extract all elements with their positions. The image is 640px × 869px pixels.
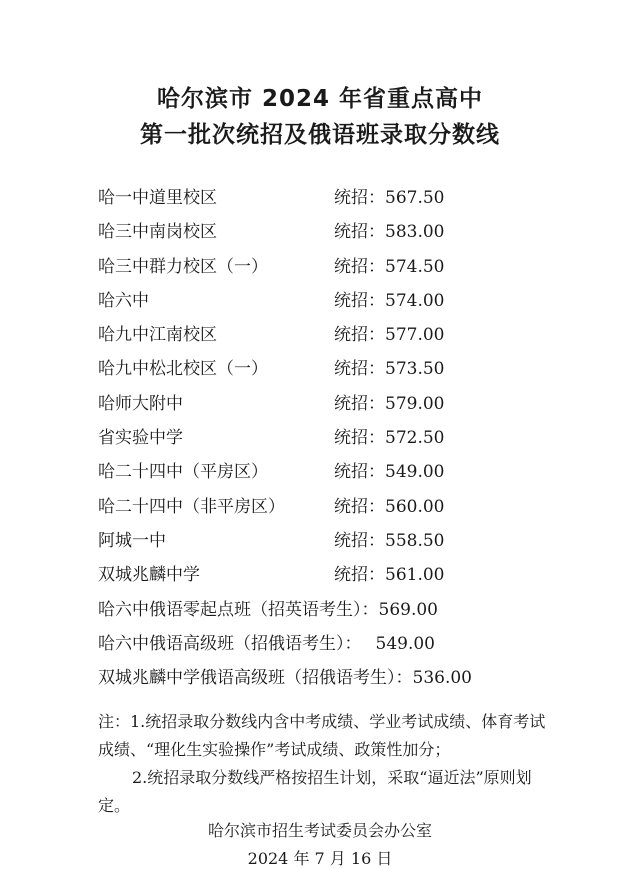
school-name: 哈二十四中（平房区） — [98, 462, 268, 483]
class-score: 549.00 — [375, 633, 435, 654]
score-row — [98, 424, 558, 458]
school-score: 统招：579.00 — [334, 393, 445, 414]
score-row — [98, 218, 558, 252]
school-name: 哈三中南岗校区 — [98, 222, 217, 243]
score-row — [98, 458, 558, 492]
score-row — [98, 184, 558, 218]
score-row — [98, 321, 558, 355]
school-score: 统招：558.50 — [334, 530, 445, 551]
score-row — [98, 253, 558, 287]
school-name: 双城兆麟中学 — [98, 565, 200, 586]
class-score: 536.00 — [412, 668, 472, 689]
score-row — [98, 390, 558, 424]
notes-section — [98, 708, 558, 820]
class-score: 569.00 — [378, 599, 438, 620]
school-name: 哈师大附中 — [98, 393, 183, 414]
school-score: 统招：549.00 — [334, 462, 445, 483]
class-name: 双城兆麟中学俄语高级班（招俄语考生）： — [98, 668, 413, 689]
school-score: 统招：583.00 — [334, 222, 445, 243]
school-name: 哈三中群力校区（一） — [98, 256, 268, 277]
russian-class-row — [98, 664, 558, 698]
school-score: 统招：573.50 — [334, 359, 445, 380]
score-row — [98, 355, 558, 389]
school-name: 哈六中 — [98, 290, 149, 311]
issuer: 哈尔滨市招生考试委员会办公室 — [207, 821, 432, 840]
score-row — [98, 287, 558, 321]
school-name: 阿城一中 — [98, 530, 166, 551]
school-score: 统招：560.00 — [334, 496, 445, 517]
school-name: 哈九中松北校区（一） — [98, 359, 268, 380]
russian-class-row — [98, 596, 558, 630]
class-name: 哈六中俄语零起点班（招英语考生）： — [98, 599, 379, 620]
school-score: 统招：574.00 — [334, 290, 445, 311]
school-score: 统招：561.00 — [334, 565, 445, 586]
school-score: 统招：577.00 — [334, 325, 445, 346]
score-row — [98, 561, 558, 595]
document-title-line1: 哈尔滨市 2024 年省重点高中 — [156, 86, 484, 112]
school-name: 省实验中学 — [98, 428, 183, 449]
score-row — [98, 527, 558, 561]
issue-date: 2024 年 7 月 16 日 — [247, 849, 393, 868]
russian-class-row — [98, 630, 558, 664]
school-score: 统招：567.50 — [334, 188, 445, 208]
school-name: 哈一中道里校区 — [98, 188, 217, 208]
school-name: 哈九中江南校区 — [98, 325, 217, 346]
score-row — [98, 493, 558, 527]
note-1: 注：1.统招录取分数线内含中考成绩、学业考试成绩、体育考试成绩、“理化生实验操作”考试成绩、政策性加分； — [98, 712, 546, 759]
class-name: 哈六中俄语高级班（招俄语考生）： — [98, 633, 362, 654]
school-score: 统招：572.50 — [334, 428, 445, 449]
document-title-line2: 第一批次统招及俄语班录取分数线 — [140, 122, 500, 148]
note-2: 2.统招录取分数线严格按招生计划，采取“逼近法”原则划定。 — [98, 768, 532, 815]
score-list — [98, 184, 558, 698]
school-name: 哈二十四中（非平房区） — [98, 496, 285, 517]
school-score: 统招：574.50 — [334, 256, 445, 277]
